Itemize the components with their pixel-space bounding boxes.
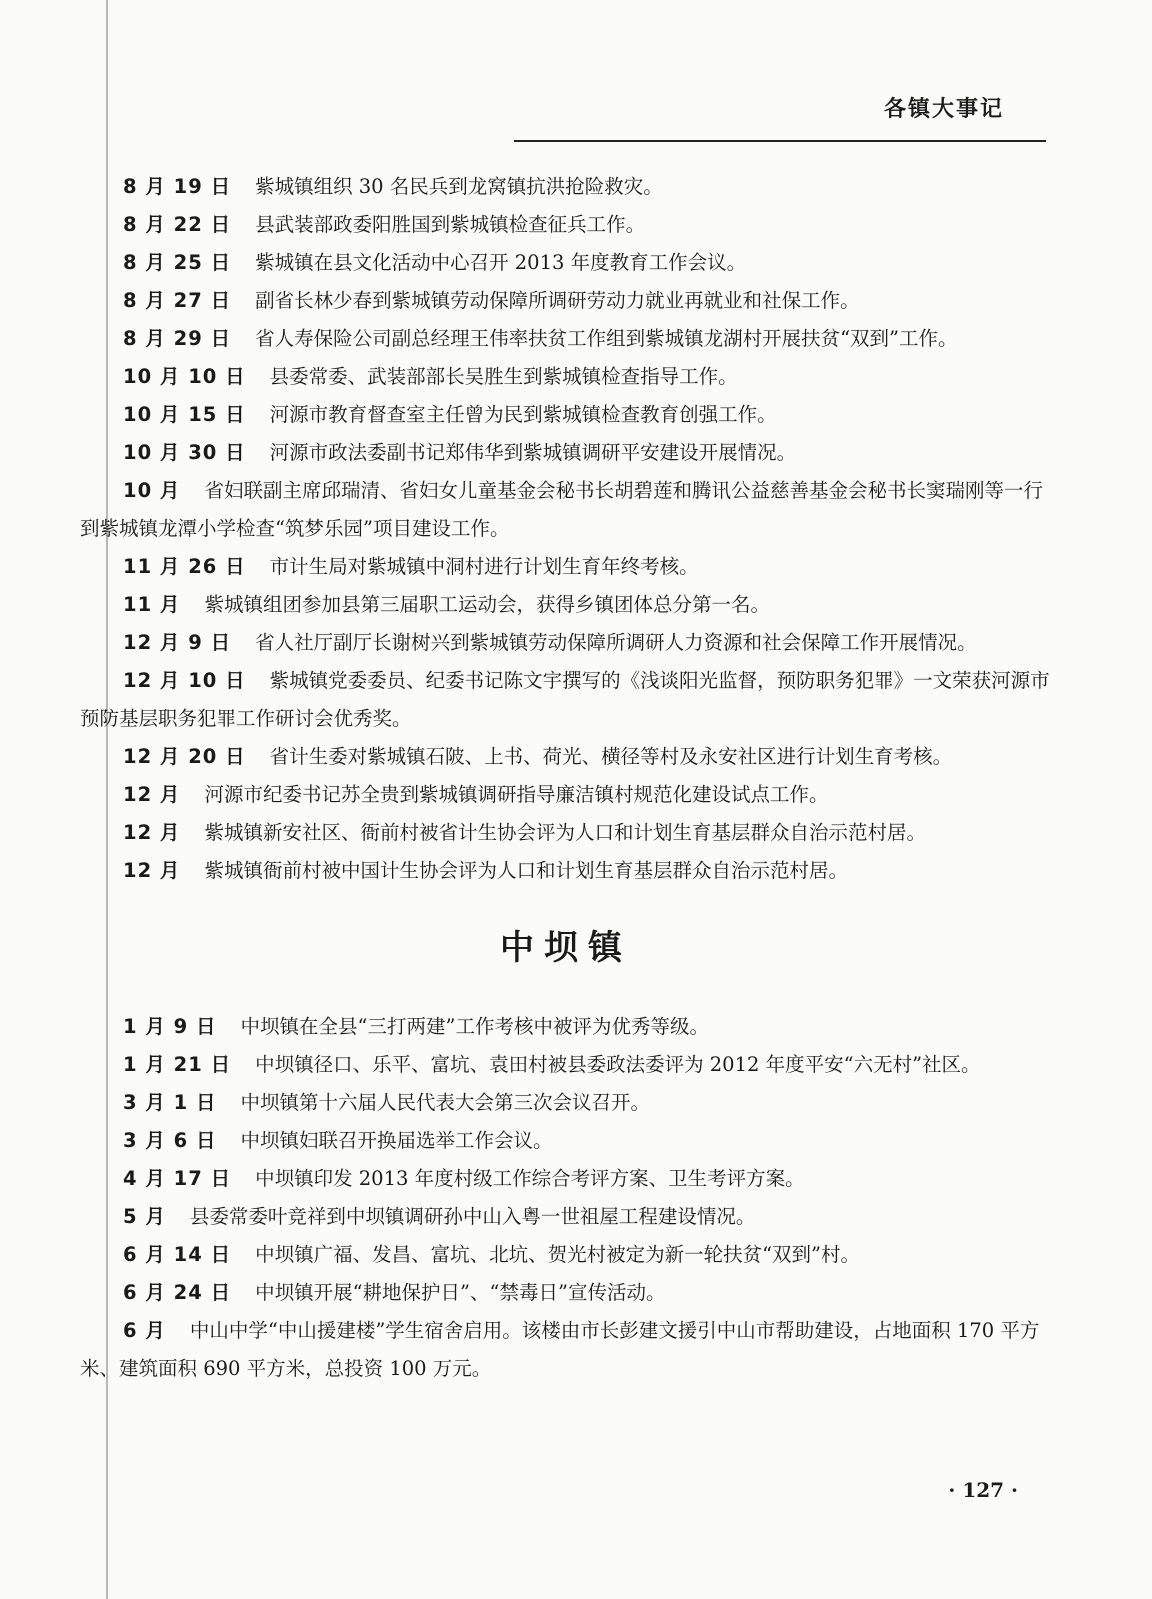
page-number: · 127 · bbox=[948, 1478, 1018, 1502]
event-entry bbox=[80, 472, 1052, 548]
event-entry bbox=[80, 1046, 1052, 1084]
event-entry bbox=[80, 586, 1052, 624]
event-text: 省人寿保险公司副总经理王伟率扶贫工作组到紫城镇龙湖村开展扶贫“双到”工作。 bbox=[255, 327, 958, 350]
event-date: 11 月 26 日 bbox=[123, 555, 246, 578]
event-text: 紫城镇衙前村被中国计生协会评为人口和计划生育基层群众自治示范村居。 bbox=[204, 859, 848, 882]
event-text: 副省长林少春到紫城镇劳动保障所调研劳动力就业再就业和社保工作。 bbox=[255, 289, 860, 312]
event-entry bbox=[80, 1274, 1052, 1312]
event-text: 中坝镇径口、乐平、富坑、袁田村被县委政法委评为 2012 年度平安“六无村”社区。 bbox=[255, 1053, 981, 1076]
event-entry bbox=[80, 624, 1052, 662]
event-text: 中坝镇在全县“三打两建”工作考核中被评为优秀等级。 bbox=[240, 1015, 709, 1038]
event-text: 紫城镇在县文化活动中心召开 2013 年度教育工作会议。 bbox=[255, 251, 747, 274]
event-entry bbox=[80, 852, 1052, 890]
section-title: 中坝镇 bbox=[500, 928, 632, 968]
event-entry bbox=[80, 168, 1052, 206]
event-entry bbox=[80, 358, 1052, 396]
event-entry bbox=[80, 244, 1052, 282]
event-text: 中坝镇广福、发昌、富坑、北坑、贺光村被定为新一轮扶贫“双到”村。 bbox=[255, 1243, 861, 1266]
event-date: 6 月 24 日 bbox=[123, 1281, 232, 1304]
event-entry bbox=[80, 434, 1052, 472]
event-date: 3 月 6 日 bbox=[123, 1129, 217, 1152]
event-entry bbox=[80, 282, 1052, 320]
event-date: 10 月 bbox=[123, 479, 181, 502]
event-entry bbox=[80, 1084, 1052, 1122]
event-text: 河源市纪委书记苏全贵到紫城镇调研指导廉洁镇村规范化建设试点工作。 bbox=[204, 783, 829, 806]
header-rule bbox=[514, 140, 1046, 142]
event-text: 县武装部政委阳胜国到紫城镇检查征兵工作。 bbox=[255, 213, 646, 236]
event-text: 紫城镇组织 30 名民兵到龙窝镇抗洪抢险救灾。 bbox=[255, 175, 663, 198]
event-text: 省妇联副主席邱瑞清、省妇女儿童基金会秘书长胡碧莲和腾讯公益慈善基金会秘书长窦瑞刚等一行到紫城镇龙潭小学检查“筑梦乐园”项目建设工作。 bbox=[80, 479, 1043, 540]
event-text: 省人社厅副厅长谢树兴到紫城镇劳动保障所调研人力资源和社会保障工作开展情况。 bbox=[255, 631, 977, 654]
event-date: 12 月 20 日 bbox=[123, 745, 246, 768]
event-entry bbox=[80, 548, 1052, 586]
event-text: 紫城镇新安社区、衙前村被省计生协会评为人口和计划生育基层群众自治示范村居。 bbox=[204, 821, 926, 844]
event-entry bbox=[80, 1312, 1052, 1388]
event-entry bbox=[80, 320, 1052, 358]
event-date: 8 月 29 日 bbox=[123, 327, 232, 350]
event-text: 中坝镇妇联召开换届选举工作会议。 bbox=[240, 1129, 553, 1152]
event-entry bbox=[80, 738, 1052, 776]
event-text: 县委常委、武装部部长吴胜生到紫城镇检查指导工作。 bbox=[269, 365, 738, 388]
event-date: 8 月 19 日 bbox=[123, 175, 232, 198]
event-date: 12 月 bbox=[123, 783, 181, 806]
event-text: 市计生局对紫城镇中洞村进行计划生育年终考核。 bbox=[269, 555, 699, 578]
event-text: 县委常委叶竞祥到中坝镇调研孙中山入粤一世祖屋工程建设情况。 bbox=[189, 1205, 756, 1228]
event-entry bbox=[80, 662, 1052, 738]
event-text: 中坝镇印发 2013 年度村级工作综合考评方案、卫生考评方案。 bbox=[255, 1167, 805, 1190]
event-date: 6 月 14 日 bbox=[123, 1243, 232, 1266]
event-text: 中坝镇第十六届人民代表大会第三次会议召开。 bbox=[240, 1091, 651, 1114]
event-entry bbox=[80, 1008, 1052, 1046]
event-date: 5 月 bbox=[123, 1205, 166, 1228]
running-header-title: 各镇大事记 bbox=[883, 97, 1004, 122]
event-text: 紫城镇党委委员、纪委书记陈文宇撰写的《浅谈阳光监督，预防职务犯罪》一文荣获河源市预防基层职务犯罪工作研讨会优秀奖。 bbox=[80, 669, 1050, 730]
section-zhongba-entries bbox=[80, 1008, 1052, 1388]
event-date: 10 月 10 日 bbox=[123, 365, 246, 388]
event-entry bbox=[80, 1198, 1052, 1236]
section-zicheng-entries bbox=[80, 168, 1052, 890]
event-date: 10 月 15 日 bbox=[123, 403, 246, 426]
event-text: 河源市政法委副书记郑伟华到紫城镇调研平安建设开展情况。 bbox=[269, 441, 797, 464]
event-date: 8 月 22 日 bbox=[123, 213, 232, 236]
event-date: 10 月 30 日 bbox=[123, 441, 246, 464]
event-entry bbox=[80, 206, 1052, 244]
event-date: 12 月 bbox=[123, 821, 181, 844]
event-entry bbox=[80, 1236, 1052, 1274]
event-text: 中山中学“中山援建楼”学生宿舍启用。该楼由市长彭建文援引中山市帮助建设，占地面积 170 平方米、建筑面积 690 平方米，总投资 100 万元。 bbox=[80, 1319, 1040, 1380]
event-entry bbox=[80, 776, 1052, 814]
event-date: 1 月 9 日 bbox=[123, 1015, 217, 1038]
event-date: 1 月 21 日 bbox=[123, 1053, 232, 1076]
event-text: 中坝镇开展“耕地保护日”、“禁毒日”宣传活动。 bbox=[255, 1281, 666, 1304]
event-date: 12 月 9 日 bbox=[123, 631, 232, 654]
event-date: 8 月 25 日 bbox=[123, 251, 232, 274]
event-text: 紫城镇组团参加县第三届职工运动会，获得乡镇团体总分第一名。 bbox=[204, 593, 770, 616]
event-entry bbox=[80, 1122, 1052, 1160]
event-date: 6 月 bbox=[123, 1319, 166, 1342]
event-date: 12 月 bbox=[123, 859, 181, 882]
event-date: 4 月 17 日 bbox=[123, 1167, 232, 1190]
event-entry bbox=[80, 1160, 1052, 1198]
event-entry bbox=[80, 396, 1052, 434]
event-text: 河源市教育督查室主任曾为民到紫城镇检查教育创强工作。 bbox=[269, 403, 777, 426]
event-text: 省计生委对紫城镇石陂、上书、荷光、横径等村及永安社区进行计划生育考核。 bbox=[269, 745, 953, 768]
event-date: 12 月 10 日 bbox=[123, 669, 246, 692]
page-body bbox=[80, 168, 1052, 1388]
event-date: 3 月 1 日 bbox=[123, 1091, 217, 1114]
event-date: 8 月 27 日 bbox=[123, 289, 232, 312]
event-date: 11 月 bbox=[123, 593, 181, 616]
event-entry bbox=[80, 814, 1052, 852]
